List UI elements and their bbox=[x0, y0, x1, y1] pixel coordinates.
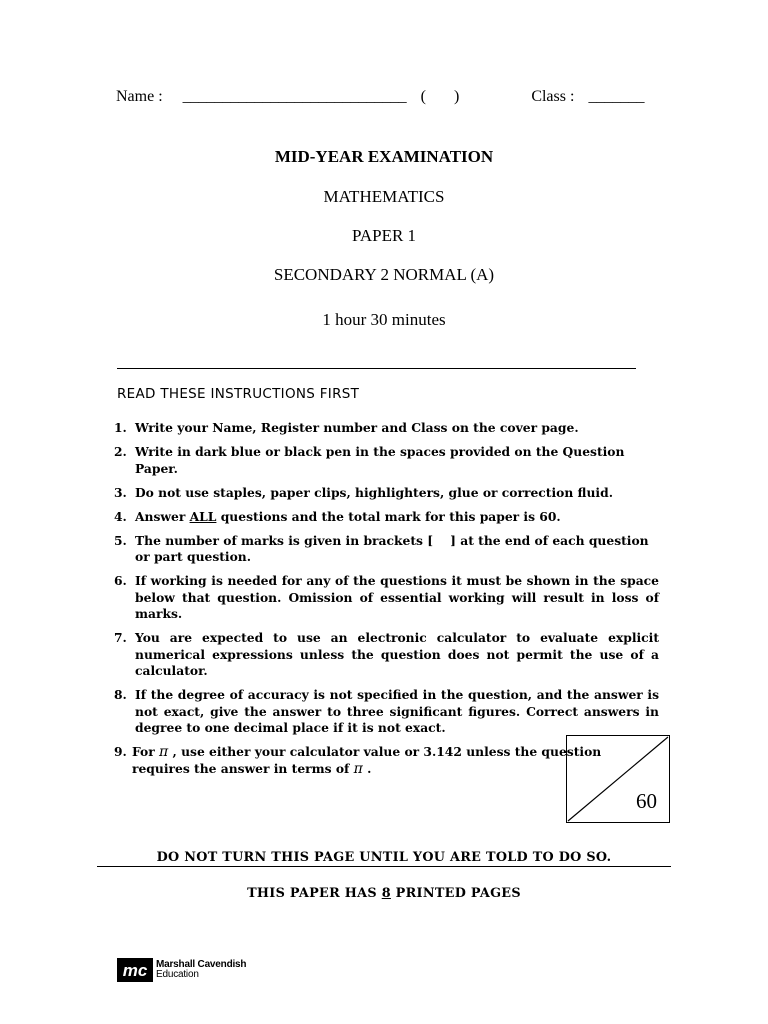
instruction-text: Do not use staples, paper clips, highlighters, glue or correction fluid. bbox=[135, 484, 613, 500]
instruction-item bbox=[114, 485, 659, 502]
emphasis-all: ALL bbox=[189, 508, 217, 524]
instruction-text: Write in dark blue or black pen in the spaces provided on the Question Paper. bbox=[135, 444, 625, 476]
instructions-list bbox=[114, 420, 659, 785]
instruction-item bbox=[114, 573, 659, 623]
instruction-number: 8. bbox=[114, 687, 127, 702]
logo-mark-text: mc bbox=[122, 961, 148, 980]
instruction-number: 7. bbox=[114, 630, 127, 645]
publisher-name: Marshall Cavendish bbox=[156, 959, 247, 970]
exam-title: MID-YEAR EXAMINATION bbox=[274, 147, 494, 166]
instruction-item bbox=[114, 744, 642, 777]
register-number-field[interactable]: ( ) bbox=[420, 88, 460, 105]
page-count: 8 bbox=[381, 886, 391, 901]
instruction-number: 3. bbox=[114, 484, 127, 500]
name-field[interactable]: ____________________________ bbox=[182, 88, 407, 105]
instruction-text: Write your Name, Register number and Class on the cover page. bbox=[135, 420, 579, 435]
instruction-item bbox=[114, 444, 659, 477]
level-title: SECONDARY 2 NORMAL (A) bbox=[273, 265, 495, 284]
instruction-text: If working is needed for any of the questions it must be shown in the space below that question. Omission of essential working will result in loss of marks. bbox=[135, 573, 659, 621]
instruction-number: 2. bbox=[114, 444, 127, 459]
do-not-turn-notice: DO NOT TURN THIS PAGE UNTIL YOU ARE TOLD TO DO SO. bbox=[156, 850, 612, 865]
pi-symbol: π bbox=[159, 744, 169, 760]
instruction-item bbox=[114, 420, 659, 437]
instruction-item bbox=[114, 509, 659, 526]
total-marks: 60 bbox=[636, 789, 657, 813]
mc-logo-icon bbox=[117, 958, 153, 982]
pi-symbol: π bbox=[353, 760, 363, 777]
instruction-text: Answer ALL questions and the total mark for this paper is 60. bbox=[135, 508, 561, 524]
instructions-heading: READ THESE INSTRUCTIONS FIRST bbox=[117, 386, 360, 402]
divider-line bbox=[117, 368, 636, 369]
name-label: Name : bbox=[116, 88, 163, 105]
instruction-number: 9. bbox=[114, 744, 127, 759]
instruction-item bbox=[114, 630, 659, 680]
publisher-division: Education bbox=[156, 969, 199, 980]
subject-title: MATHEMATICS bbox=[323, 187, 445, 206]
footer-divider bbox=[97, 866, 671, 867]
instruction-number: 6. bbox=[114, 573, 127, 588]
instruction-item bbox=[114, 533, 659, 566]
instruction-item bbox=[114, 687, 659, 737]
instruction-text: For π , use either your calculator value or 3.142 unless the question requires the answer in terms of π . bbox=[132, 744, 606, 777]
total-marks-box bbox=[566, 735, 670, 823]
printed-pages-notice: THIS PAPER HAS 8 PRINTED PAGES bbox=[247, 886, 521, 901]
instruction-text: If the degree of accuracy is not specified in the question, and the answer is not exact, give the answer to three significant figures. Correct answers in degree to one decimal place if it is not exact. bbox=[135, 687, 659, 735]
instruction-number: 1. bbox=[114, 420, 127, 435]
paper-number: PAPER 1 bbox=[351, 226, 417, 245]
publisher-logo bbox=[117, 958, 246, 982]
class-field[interactable]: _______ bbox=[588, 88, 645, 105]
instruction-text: The number of marks is given in brackets [ ] at the end of each question or part question. bbox=[135, 532, 653, 564]
instruction-number: 4. bbox=[114, 508, 127, 524]
class-label: Class : bbox=[531, 88, 575, 105]
instruction-text: You are expected to use an electronic calculator to evaluate explicit numerical expressions unless the question does not permit the use of a calculator. bbox=[135, 630, 659, 678]
name-class-row bbox=[116, 88, 644, 106]
instruction-number: 5. bbox=[114, 532, 127, 548]
duration: 1 hour 30 minutes bbox=[322, 310, 446, 329]
